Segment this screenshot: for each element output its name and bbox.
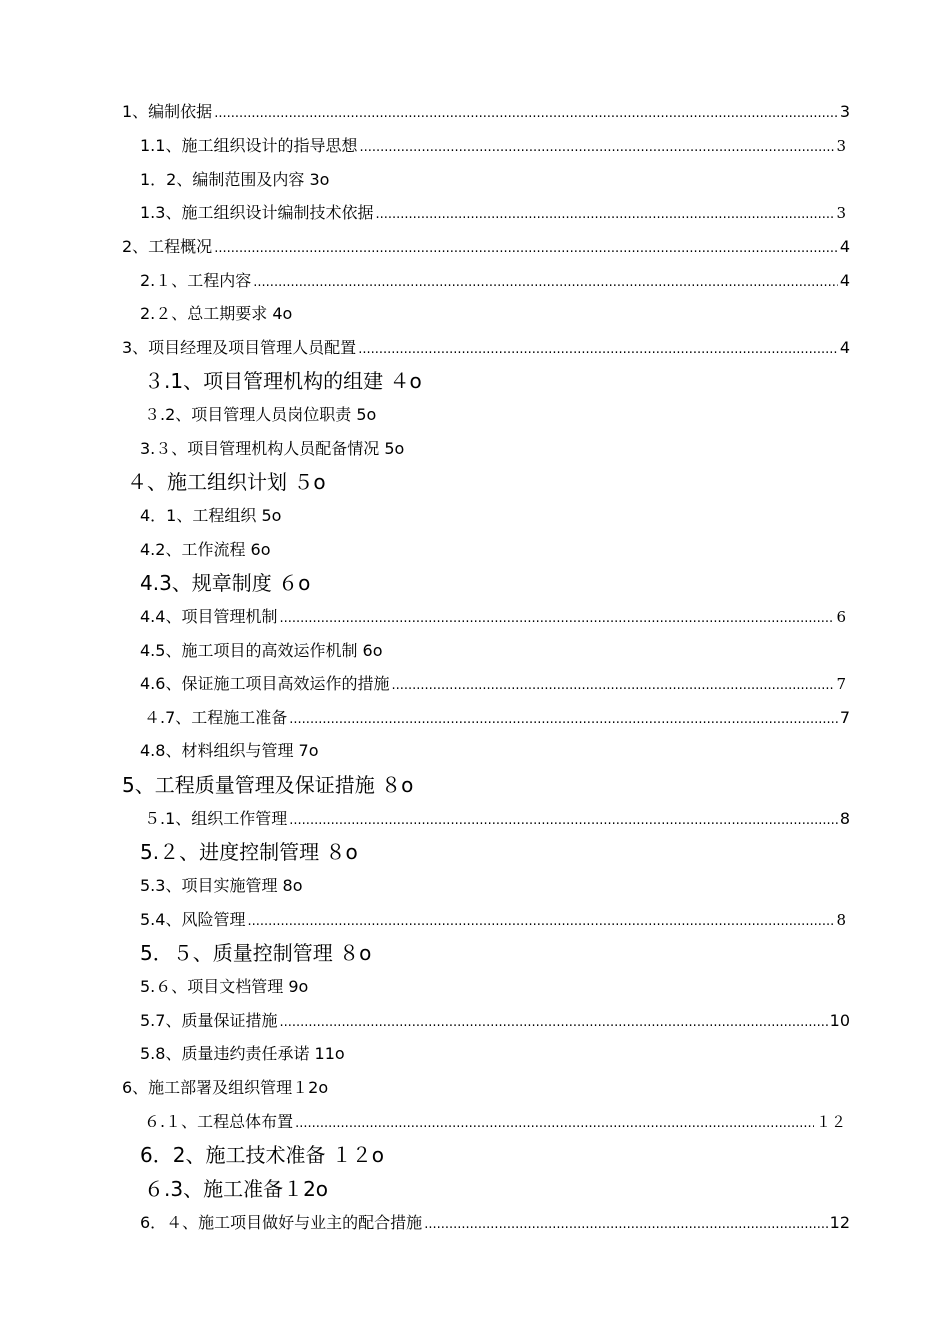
toc-entry[interactable] [140, 270, 850, 294]
toc-entry-page: 3 [839, 102, 850, 121]
toc-entry[interactable] [144, 1178, 328, 1200]
toc-leader-dots [253, 272, 838, 294]
toc-leader-dots [279, 1012, 827, 1034]
toc-entry[interactable] [140, 169, 329, 191]
toc-entry[interactable] [140, 539, 271, 561]
toc-entry-title: 3、项目经理及项目管理人员配置 [122, 338, 357, 357]
toc-entry-title: 5、工程质量管理及保证措施 ８o [122, 773, 414, 797]
toc-leader-dots [375, 204, 834, 226]
toc-entry[interactable] [140, 303, 292, 325]
toc-entry[interactable] [122, 236, 850, 260]
toc-entry[interactable] [140, 202, 846, 226]
toc-leader-dots [289, 810, 838, 832]
toc-entry-title: 3.３、项目管理机构人员配备情况 5o [140, 439, 405, 458]
toc-entry-title: 2.１、工程内容 [140, 271, 252, 290]
toc-entry-page: 7 [839, 708, 850, 727]
toc-entry-title: ５.1、组织工作管理 [144, 809, 288, 828]
toc-entry[interactable] [144, 808, 850, 832]
toc-leader-dots [424, 1214, 827, 1236]
toc-entry[interactable] [140, 1043, 345, 1065]
toc-entry-page: 3 [836, 137, 846, 155]
toc-leader-dots [214, 103, 838, 125]
toc-entry-title: 1．2、编制范围及内容 3o [140, 170, 330, 189]
toc-entry-title: 4.2、工作流程 6o [140, 540, 271, 559]
toc-entry[interactable] [140, 673, 846, 697]
toc-entry[interactable] [144, 404, 376, 426]
toc-entry[interactable] [140, 135, 846, 159]
toc-entry-title: 1.1、施工组织设计的指导思想 [140, 136, 358, 155]
toc-entry[interactable] [144, 707, 850, 731]
toc-leader-dots [295, 1113, 814, 1135]
toc-leader-dots [391, 675, 834, 697]
toc-leader-dots [289, 709, 838, 731]
toc-entry[interactable] [140, 572, 310, 594]
toc-entry-page: 6 [836, 608, 846, 626]
toc-entry-title: ６.3、施工准备１2o [144, 1177, 329, 1201]
toc-entry-title: 1、编制依据 [122, 102, 213, 121]
toc-entry[interactable] [140, 909, 846, 933]
toc-leader-dots [359, 137, 834, 159]
toc-entry[interactable] [140, 505, 281, 527]
toc-entry[interactable] [140, 438, 404, 460]
toc-leader-dots [247, 911, 834, 933]
toc-entry-title: 5．５、质量控制管理 ８o [140, 941, 372, 965]
toc-entry[interactable] [140, 942, 371, 964]
toc-entry[interactable] [140, 606, 846, 630]
toc-entry-title: 2.２、总工期要求 4o [140, 304, 293, 323]
toc-entry-title: ６.１、工程总体布置 [144, 1112, 294, 1131]
toc-leader-dots [279, 608, 834, 630]
toc-entry-title: 2、工程概况 [122, 237, 213, 256]
toc-entry-title: 6、施工部署及组织管理１2o [122, 1078, 329, 1097]
toc-entry-title: 4.5、施工项目的高效运作机制 6o [140, 641, 383, 660]
toc-entry-title: ４.7、工程施工准备 [144, 708, 288, 727]
toc-leader-dots [358, 339, 838, 361]
toc-entry[interactable] [140, 875, 303, 897]
toc-entry[interactable] [140, 1010, 850, 1034]
toc-entry-page: 7 [836, 675, 846, 693]
toc-entry-page: 10 [829, 1011, 850, 1030]
toc-entry-title: 5.4、风险管理 [140, 910, 246, 929]
toc-entry[interactable] [122, 1077, 328, 1099]
toc-entry-title: 4.3、规章制度 ６o [140, 571, 311, 595]
toc-entry-title: 6．2、施工技术准备 １２o [140, 1143, 385, 1167]
toc-entry-title: 4.6、保证施工项目高效运作的措施 [140, 674, 390, 693]
toc-entry[interactable] [140, 740, 319, 762]
toc-entry-page: 3 [836, 204, 846, 222]
toc-entry-page: 4 [839, 338, 850, 357]
toc-entry-page: 8 [836, 911, 846, 929]
toc-entry[interactable] [122, 774, 413, 796]
toc-entry-page: 4 [839, 271, 850, 290]
toc-entry-title: ４、施工组织计划 ５o [127, 470, 326, 494]
toc-entry[interactable] [140, 976, 308, 998]
toc-entry[interactable] [144, 370, 422, 392]
toc-entry[interactable] [144, 1111, 846, 1135]
toc-leader-dots [214, 238, 838, 260]
toc-entry[interactable] [140, 640, 383, 662]
toc-entry-title: 5.２、进度控制管理 ８o [140, 840, 358, 864]
toc-entry-title: 5.3、项目实施管理 8o [140, 876, 303, 895]
toc-entry[interactable] [140, 841, 358, 863]
toc-entry-title: ３.1、项目管理机构的组建 ４o [144, 369, 422, 393]
toc-entry[interactable] [122, 101, 850, 125]
toc-entry-page: 4 [839, 237, 850, 256]
toc-entry[interactable] [140, 1144, 384, 1166]
toc-entry-title: 1.3、施工组织设计编制技术依据 [140, 203, 374, 222]
toc-entry-title: 5.8、质量违约责任承诺 11o [140, 1044, 345, 1063]
toc-entry-title: 4．1、工程组织 5o [140, 506, 282, 525]
toc-entry-title: 4.8、材料组织与管理 7o [140, 741, 319, 760]
toc-entry[interactable] [127, 471, 326, 493]
toc-entry-title: ３.2、项目管理人员岗位职责 5o [144, 405, 377, 424]
toc-entry-page: 12 [829, 1213, 850, 1232]
toc-entry-title: 4.4、项目管理机制 [140, 607, 278, 626]
toc-entry-page: 8 [839, 809, 850, 828]
toc-entry-title: 6．４、施工项目做好与业主的配合措施 [140, 1213, 423, 1232]
toc-entry-page: １２ [815, 1113, 846, 1131]
toc-entry[interactable] [140, 1212, 850, 1236]
toc-entry-title: 5.7、质量保证措施 [140, 1011, 278, 1030]
toc-entry[interactable] [122, 337, 850, 361]
toc-entry-title: 5.６、项目文档管理 9o [140, 977, 309, 996]
